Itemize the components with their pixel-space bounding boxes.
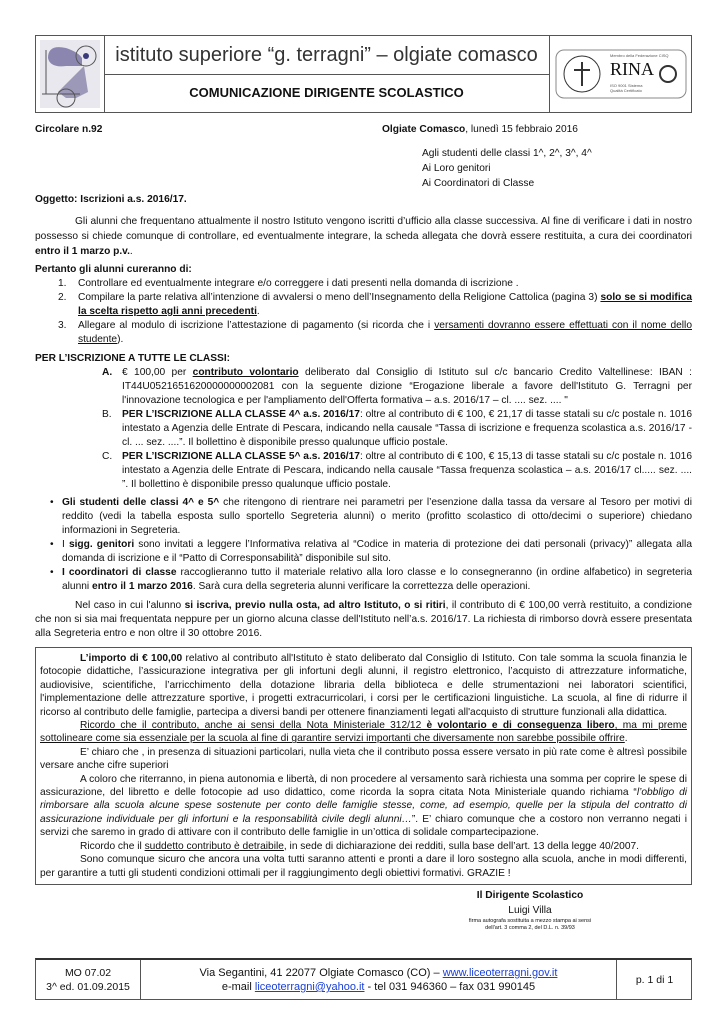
phone-fax: - tel 031 946360 – fax 031 990145 <box>364 981 536 993</box>
subject: Oggetto: Iscrizioni a.s. 2016/17. <box>35 194 187 205</box>
bullet-icon: • <box>50 539 54 550</box>
text-run: solo se si modifica la scelta rispetto agli anni precedenti <box>78 292 692 317</box>
payment-letter: C. <box>102 451 113 462</box>
step-text <box>78 292 692 317</box>
text-run: si iscriva, previo nulla osta, ad altro Istituto, o si ritiri <box>184 600 446 611</box>
signature-note: firma autografa sostituita a mezzo stampa ai sensi <box>468 917 592 924</box>
contribution-box <box>35 647 692 885</box>
text-run: L’importo di € 100,00 <box>80 653 183 664</box>
payment-text <box>122 451 692 490</box>
text-run: che ritengono di rientrare nei parametri per l’esenzione dalla tassa da versare al Tesoro per motivi di reddito (vedi la tabella esposta sullo sportello Segreteria alunni) o merito (profitto scolastico di otto/decimi o superiore) chiedano informazioni in Segreteria. <box>62 497 692 536</box>
step-text <box>78 278 519 289</box>
text-run: Gli studenti delle classi 4^ e 5^ <box>62 497 220 508</box>
text-run: PER L’ISCRIZIONE ALLA CLASSE 4^ a.s. 2016/17 <box>122 409 360 420</box>
text-run: : oltre al contributo di € 100, € 21,17 di tasse statali su c/c postale n. 1016 intestato a Agenzia delle Entrate di Pescara, indicando nella causale “Tassa di iscrizione e frequenza scolastica a.s. 2016/17 - cl. ... sez. ....”. Il bollettino è disponibile presso qualunque ufficio postale. <box>122 409 692 448</box>
text-run: I <box>62 539 69 550</box>
text-run: Gli alunni che frequentano attualmente il nostro Istituto vengono iscritti d’ufficio alla classe successiva. Al fine di verificare i dati in nostro possesso si chiede comunque di controllare, ed eventualmente integrare, la scheda allegata che dovrà essere restituita, a cura dei coordinatori <box>35 216 692 242</box>
box-paragraph <box>40 719 687 746</box>
recipient: Ai Coordinatori di Classe <box>422 178 535 189</box>
box-paragraph <box>40 840 687 853</box>
text-run: Ricordo che il contributo, anche ai sensi della Nota Ministeriale 312/12 <box>80 720 427 732</box>
text-run: € 100,00 per <box>122 367 193 378</box>
notes-list <box>50 496 692 594</box>
footer <box>35 958 692 1000</box>
text-run: è volontario e di conseguenza libero <box>426 720 615 732</box>
text-run: Controllare ed eventualmente integrare e/o correggere i dati presenti nella domanda di iscrizione . <box>78 278 519 289</box>
recipient: Agli studenti delle classi 1^, 2^, 3^, 4^ <box>422 148 592 159</box>
text-run: . Sarà cura della segreteria alunni verificare la correttezza delle operazioni. <box>192 581 531 592</box>
address: Via Segantini, 41 22077 Olgiate Comasco (CO) – <box>199 967 443 979</box>
note-item <box>50 538 692 566</box>
text-run: entro il 1 marzo 2016 <box>92 581 193 592</box>
text-run: I coordinatori di classe <box>62 567 177 578</box>
payment-text <box>122 367 692 406</box>
website-link[interactable]: www.liceoterragni.gov.it <box>442 967 558 979</box>
note-text <box>62 539 692 564</box>
text-run: l’obbligo di rimborsare alla scuola alcune spese sostenute per conto delle famiglie stesse, come, ad esempio, quelle per la stipula del contratto di assicurazione individuale per gli infortuni e la responsabilità civile degli alunni… <box>40 787 687 825</box>
refund-paragraph <box>35 599 692 641</box>
text-run: relativo al contributo all'Istituto è stato deliberato dal Consiglio di Istituto. Con tale somma la scuola finanzia le fotocopie didattiche, l’assicurazione integrativa per gli infortuni degli alunni, il registro elettronico, l’acquisto di attrezzature informatiche, audiovisive, scientifiche, l’arricchimento della dotazione libraria della biblioteca e delle strumentazioni nei laboratori scientifici, l'implementazione delle attrezzature sportive, i progetti extracurricolari, i corsi per le certificazioni linguistiche. La scuola, al fine di ridurre il ricorso al contributo delle famiglie, partecipa a diversi bandi per ottenere finanziamenti legati all'acquisto di strutture funzionali alla didattica. <box>40 653 687 718</box>
text-run: A coloro che riterranno, in piena autonomia e libertà, di non procedere al versamento sarà richiesta una somma per coprire le spese di assicurazione, del libretto e delle fotocopie ad uso didattico, come ricorda la sopra citata Nota Ministeriale quando richiama “ <box>40 773 687 799</box>
box-paragraph <box>40 746 687 773</box>
note-item <box>50 566 692 594</box>
signer-role: Il Dirigente Scolastico <box>476 889 584 901</box>
text-run: contributo volontario <box>192 367 299 378</box>
text-run: PER L’ISCRIZIONE ALLA CLASSE 5^ a.s. 2016/17 <box>122 451 360 462</box>
payment-text <box>122 409 692 448</box>
cert-iso-text: ISO 9001 Sistema Qualità Certificato <box>610 83 643 93</box>
payment-item <box>102 366 692 408</box>
step-item <box>58 291 692 319</box>
text-run: suddetto contributo è detraibile <box>144 840 284 852</box>
place-date <box>382 122 578 137</box>
school-logo <box>36 36 105 112</box>
text-run: ”. E’ chiaro comunque che a costoro non verranno negati i servizi che saremo in grado di attivare con il contributo delle famiglie in un’ottica di solidale compartecipazione. <box>40 813 687 839</box>
text-run: , in sede di dichiarazione dei redditi, sulla base dell’art. 13 della legge 40/2007. <box>283 840 639 852</box>
text-run: Sono comunque sicuro che ancora una volta tutti saranno attenti e pronti a dare il loro sostegno alla scuola, anche in modi differenti, per garantire a tutti gli studenti condizioni ottimali per il raggiungimento degli obiettivi formativi. GRAZIE ! <box>40 854 687 879</box>
certification-logo <box>550 36 691 112</box>
signature-note: dell'art. 3 comma 2, del D.L. n. 39/93 <box>485 924 575 931</box>
note-item <box>50 496 692 538</box>
payment-letter: B. <box>102 409 112 420</box>
text-run: , il contributo di € 100,00 verrà restituito, a condizione che non si sia mai frequentata neppure per un giorno alcuna classe dell'Istituto nell’a.s. 2016/17. La richiesta di rimborso dovrà essere presentata alla Segreteria entro e non oltre il 30 ottobre 2016. <box>35 600 692 639</box>
document-code <box>36 960 141 1000</box>
rina-wordmark: RINA <box>610 59 654 79</box>
all-classes-heading: PER L’ISCRIZIONE A TUTTE LE CLASSI: <box>35 353 231 364</box>
step-number: 1. <box>58 278 67 289</box>
instructions-heading: Pertanto gli alunni cureranno di: <box>35 264 192 275</box>
payments-list <box>102 366 692 492</box>
signature-block <box>430 888 630 932</box>
text-run: Nel caso in cui l'alunno <box>75 600 185 611</box>
edition: 3^ ed. 01.09.2015 <box>46 981 130 993</box>
payment-item <box>102 408 692 450</box>
text-run: raccoglieranno tutto il materiale relativo alla loro classe e lo consegneranno (in ordine alfabetico) in segreteria alunni <box>62 567 692 592</box>
steps-list <box>58 277 692 347</box>
circular-header-row <box>35 122 692 137</box>
text-run: . <box>256 306 260 317</box>
email-label: e-mail <box>221 981 255 993</box>
contact-info <box>141 960 617 1000</box>
text-run: deliberato dal Consiglio di Istituto sul c/c bancario Credito Valtellinese: IBAN : IT44U0521651620000000002081 con la seguente dizione “Erogazione liberale a favore dell'Istituto G. Terragni per l'innovazione tecnologica e per l'ampliamento dell'Offerta formativa – a.s. 2016/17 – cl. .... sez. .... " <box>122 367 692 406</box>
page-number: p. 1 di 1 <box>635 974 674 986</box>
text-run: entro il 1 marzo p.v. <box>35 246 130 257</box>
payment-letter: A. <box>102 367 113 378</box>
step-item <box>58 319 692 347</box>
text-run: sono invitati a leggere l’Informativa relativa al “Codice in materia di protezione dei dati personali (privacy)” allegata alla domanda di iscrizione e il “Patto di Corresponsabilità” disponibile sul sito. <box>62 539 692 564</box>
text-run: versamenti dovranno essere effettuati con il nome dello studente <box>78 320 692 345</box>
step-number: 3. <box>58 320 67 331</box>
text-run: . <box>624 733 628 745</box>
letterhead <box>35 35 692 113</box>
text-run: , lunedì 15 febbraio 2016 <box>465 124 578 135</box>
document-type: COMUNICAZIONE DIRIGENTE SCOLASTICO <box>104 74 550 112</box>
bullet-icon: • <box>50 497 54 508</box>
step-number: 2. <box>58 292 67 303</box>
intro-paragraph <box>35 214 692 259</box>
step-text <box>78 320 692 345</box>
text-run: Ricordo che il <box>80 840 145 852</box>
bullet-icon: • <box>50 567 54 578</box>
text-run: sigg. genitori <box>68 539 135 550</box>
text-run: . <box>129 246 133 257</box>
text-run: ). <box>117 334 124 345</box>
letter-body <box>35 122 692 932</box>
note-text <box>62 497 692 536</box>
text-run: Olgiate Comasco <box>382 124 466 135</box>
text-run: Allegare al modulo di iscrizione l’attestazione di pagamento (si ricorda che i <box>78 320 435 331</box>
school-name: istituto superiore “g. terragni” – olgiate comasco <box>104 36 550 75</box>
circular-number: Circolare n.92 <box>35 124 103 135</box>
email-link[interactable]: liceoterragni@yahoo.it <box>254 981 365 993</box>
box-paragraph <box>40 853 687 880</box>
payment-item <box>102 450 692 492</box>
form-code: MO 07.02 <box>64 967 112 979</box>
text-run: Compilare la parte relativa all’intenzione di avvalersi o meno dell’Insegnamento della Religione Cattolica (pagina 3) <box>78 292 601 303</box>
signer-name: Luigi Villa <box>508 904 552 916</box>
text-run: : oltre al contributo di € 100, € 15,13 di tasse statali su c/c postale n. 1016 intestato a Agenzia delle Entrate di Pescara, indicando nella causale “Tassa frequenza scolastica – a.s. 2016/17 cl..... sez. .... ”. Il bollettino è disponibile presso qualunque ufficio postale. <box>122 451 692 490</box>
text-run: E’ chiaro che , in presenza di situazioni particolari, nulla vieta che il contributo possa essere versato in più rate come è altresì possibile versare anche cifre superiori <box>40 746 687 772</box>
step-item <box>58 277 692 291</box>
box-paragraph <box>40 773 687 840</box>
text-run: , ma mi preme sottolineare come sia essenziale per la scuola al fine di garantire servizi importanti che diversamente non sarebbe possibile offrire <box>40 720 687 745</box>
note-text <box>62 567 692 592</box>
box-paragraph <box>40 652 687 719</box>
recipients <box>422 146 692 191</box>
cert-federation-text: Membro della Federazione CISQ <box>610 53 669 58</box>
recipient: Ai Loro genitori <box>422 163 491 174</box>
